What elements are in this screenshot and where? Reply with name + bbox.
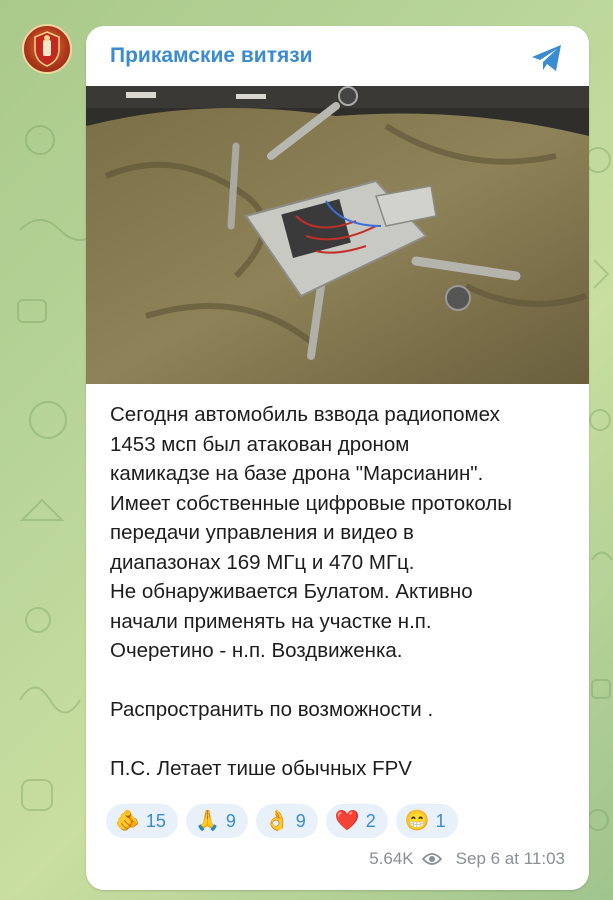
heart-icon: ❤️ (334, 810, 360, 832)
reactions-bar (106, 804, 458, 840)
message-bubble (86, 26, 589, 890)
message-timestamp: Sep 6 at 11:03 (455, 849, 565, 868)
views-count: 5.64K (369, 849, 414, 868)
channel-avatar[interactable] (22, 24, 72, 74)
reaction-praying-hands[interactable] (186, 804, 248, 838)
drone-photo-image (86, 86, 589, 384)
reaction-ok-hand[interactable] (256, 804, 318, 838)
eye-icon (422, 852, 442, 866)
reaction-grinning-face[interactable] (396, 804, 458, 838)
telegram-share-icon (530, 43, 564, 73)
reaction-count: 9 (295, 810, 306, 831)
reaction-count: 2 (365, 810, 376, 831)
share-button[interactable] (527, 40, 567, 76)
reaction-heart[interactable] (326, 804, 388, 838)
ok-hand-icon: 👌 (264, 810, 290, 832)
message-meta (369, 849, 565, 869)
reaction-count: 9 (225, 810, 236, 831)
reaction-pointing-hand[interactable] (106, 804, 178, 838)
post-text: Сегодня автомобиль взвода радиопомех 1453 мсп был атакован дроном камикадзе на базе дрона "Марсианин". Имеет собственные цифровые протоколы передачи управления и видео в диапазонах 169 МГц и 470 МГц. Не обнаруживается Булатом. Активно начали применять на участке н.п. Очеретино - н.п. Воздвиженка. Распространить по возможности . П.С. Летает тише обычных FPV (110, 403, 513, 780)
pointing-hand-icon: 🫵 (115, 810, 140, 832)
reaction-count: 15 (145, 810, 166, 831)
coat-of-arms-icon (24, 26, 70, 72)
reaction-count: 1 (435, 810, 446, 831)
praying-hands-icon: 🙏 (194, 810, 220, 832)
channel-name[interactable]: Прикамские витязи (110, 44, 313, 67)
grinning-face-icon: 😁 (404, 810, 430, 832)
post-photo[interactable] (86, 86, 589, 384)
